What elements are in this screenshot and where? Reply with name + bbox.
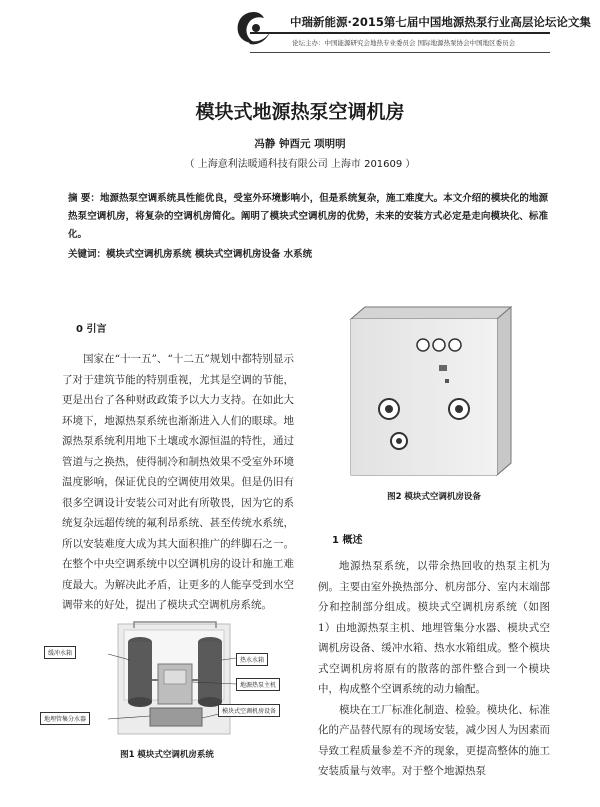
figure-2-caption: 图2 模块式空调机房设备 [387, 492, 481, 502]
abstract-text: 地源热泵空调系统具性能优良，受室外环境影响小，但是系统复杂，施工难度大。本文介绍的模块化的地源热泵空调机房，将复杂的空调机房简化。阐明了模块式空调机房的优势，未来的安装方式必定是走向模块化、标准化。 [68, 193, 548, 240]
label-equipment: 模块式空调机房设备 [218, 704, 280, 717]
keywords-text: 模块式空调机房系统 模块式空调机房设备 水系统 [106, 249, 313, 260]
section-0 [62, 320, 294, 616]
section-1-paragraph-2: 模块在工厂标准化制造、检验。模块化、标准化的产品替代原有的现场安装，减少因人为因素而导致工程质量参差不齐的现象，更提高整体的施工安装质量与效率。对于整个地源热泵 [318, 703, 550, 777]
header-rule-thin [250, 52, 550, 53]
keywords-label: 关键词： [68, 249, 107, 260]
section-1-heading-text: 1 概述 [332, 535, 363, 546]
journal-header-subtitle: 论坛主办：中国能源研究会地热专业委员会 国际地源热泵协会中国地区委员会 [292, 39, 516, 47]
keywords [68, 246, 548, 260]
article-authors: 冯静 钟酉元 项明明 [254, 138, 346, 150]
article-title: 模块式地源热泵空调机房 [195, 101, 405, 123]
conference-logo-icon [232, 8, 276, 48]
label-collector: 地埋管集分水器 [40, 712, 90, 725]
figure-1-caption: 图1 模块式空调机房系统 [120, 750, 214, 760]
section-1 [318, 556, 550, 782]
label-hot-tank: 热水水箱 [236, 653, 268, 666]
journal-header-title: 中瑞新能源·2015第七届中国地源热泵行业高层论坛论文集 [290, 15, 591, 29]
figure-2-photo [341, 305, 519, 477]
abstract-label: 摘 要： [68, 193, 100, 204]
label-heat-pump: 地源热泵主机 [236, 678, 280, 691]
section-1-paragraph-1: 地源热泵系统，以带余热回收的热泵主机为例。主要由室外换热部分、机房部分、室内末端部分和控制部分组成。模块式空调机房系统（如图1）由地源热泵主机、地埋管集分水器、模块式空调机房设备、缓冲水箱、热水水箱组成。整个模块式空调机房将原有的散落的部件整合到一个模块中，构成整个空调系统的动力输配。 [318, 560, 550, 695]
label-buffer-tank: 缓冲水箱 [44, 646, 76, 659]
section-0-heading: 0 引言 [76, 324, 107, 335]
abstract [68, 190, 548, 244]
section-0-paragraph: 国家在“十一五”、“十二五”规划中都特别显示了对于建筑节能的特别重视，尤其是空调的节能，更是出台了各种财政政策予以大力支持。在如此大环境下，地源热泵系统也渐渐进入人们的眼球。地源热泵系统利用地下土壤或水源恒温的特性，通过管道与之换热，使得制冷和制热效果不受室外环境温度影响，保证优良的空调使用效果。但是仍旧有很多空调设计安装公司对此有所敬畏，因为它的系统复杂远超传统的氟利昂系统、甚至传统水系统，所以安装难度大成为其大面积推广的绊脚石之一。在整个中央空调系统中以空调机房的设计和施工难度最大。为解决此矛盾，让更多的人能享受到水空调带来的好处，提出了模块式空调机房系统。 [62, 353, 294, 611]
header-rule [250, 32, 550, 34]
article-affiliation: （ 上海意利法暖通科技有限公司 上海市 201609 ） [184, 159, 416, 170]
section-1-heading [332, 528, 362, 547]
